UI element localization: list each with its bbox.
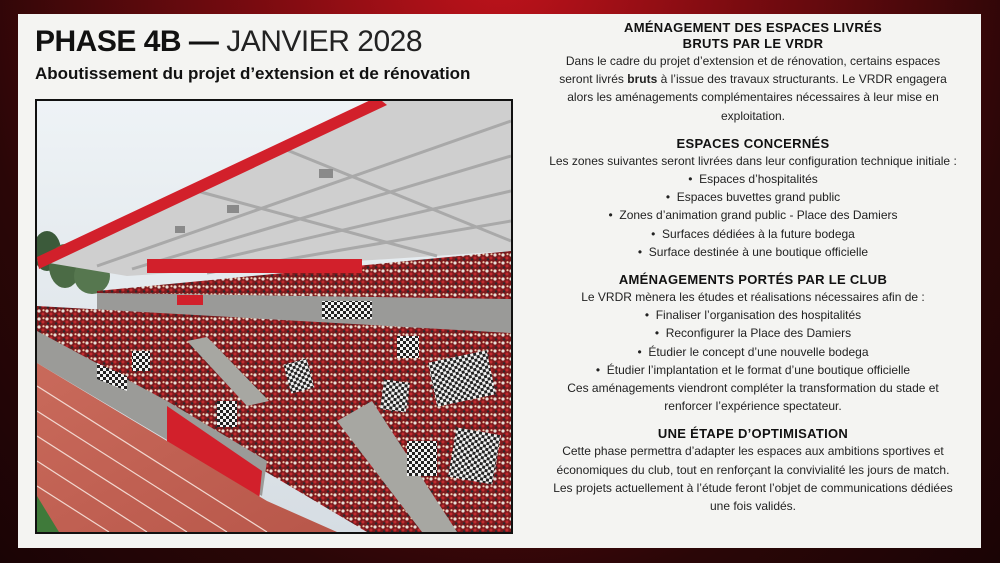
- list-item: • Espaces buvettes grand public: [548, 188, 958, 206]
- section-optimisation: [548, 426, 958, 515]
- info-column: [548, 20, 958, 526]
- section-text: Cette phase permettra d’adapter les espaces aux ambitions sportives et économiques du club, tout en renforçant la convivialité les jours de match. Les projets actuellement à l’étude feront l’objet de communications dédiées une fois validés.: [553, 444, 953, 514]
- section-heading: UNE ÉTAPE D’OPTIMISATION: [657, 426, 849, 442]
- text-part: Dans le cadre du projet d’extension et de rénovation, certains espaces seront livrés: [559, 54, 941, 87]
- list-item: • Étudier le concept d’une nouvelle bodega: [548, 343, 958, 361]
- list-item: • Surfaces dédiées à la future bodega: [548, 225, 958, 243]
- bullet-list: [548, 306, 958, 379]
- section-heading: ESPACES CONCERNÉS: [676, 135, 830, 151]
- heading-line-2: BRUTS PAR LE VRDR: [682, 36, 824, 51]
- section-intro: Les zones suivantes seront livrées dans leur configuration technique initiale :: [549, 153, 957, 168]
- text-bold: bruts: [627, 72, 658, 87]
- section-amenagements-club: [548, 272, 958, 415]
- page-subtitle: Aboutissement du projet d’extension et de rénovation: [35, 64, 471, 83]
- stadium-render-image: [35, 99, 513, 534]
- section-espaces-concernes: [548, 136, 958, 261]
- slide-card: [18, 14, 981, 548]
- heading-line-1: AMÉNAGEMENT DES ESPACES LIVRÉS: [624, 20, 882, 35]
- section-intro: Le VRDR mènera les études et réalisations nécessaires afin de :: [581, 290, 925, 305]
- phase-label: PHASE 4B —: [35, 25, 219, 58]
- text-part: à l’issue des travaux structurants. Le VRDR engagera alors les aménagements complémentaires nécessaires à leur mise en exploitation.: [567, 72, 947, 123]
- list-item: • Étudier l’implantation et le format d’une boutique officielle: [548, 361, 958, 379]
- section-heading: [548, 20, 958, 52]
- list-item: • Reconfigurer la Place des Damiers: [548, 324, 958, 342]
- page-title: [35, 22, 422, 62]
- list-item: • Zones d’animation grand public - Place des Damiers: [548, 206, 958, 224]
- bullet-list: [548, 170, 958, 261]
- section-heading: AMÉNAGEMENTS PORTÉS PAR LE CLUB: [618, 272, 888, 288]
- section-text: [548, 52, 958, 125]
- section-outro: Ces aménagements viendront compléter la transformation du stade et renforcer l’expérience spectateur.: [567, 381, 939, 414]
- phase-date: JANVIER 2028: [226, 25, 423, 58]
- list-item: • Surface destinée à une boutique officielle: [548, 243, 958, 261]
- section-amenagement-bruts: [548, 20, 958, 125]
- list-item: • Finaliser l’organisation des hospitalités: [548, 306, 958, 324]
- list-item: • Espaces d’hospitalités: [548, 170, 958, 188]
